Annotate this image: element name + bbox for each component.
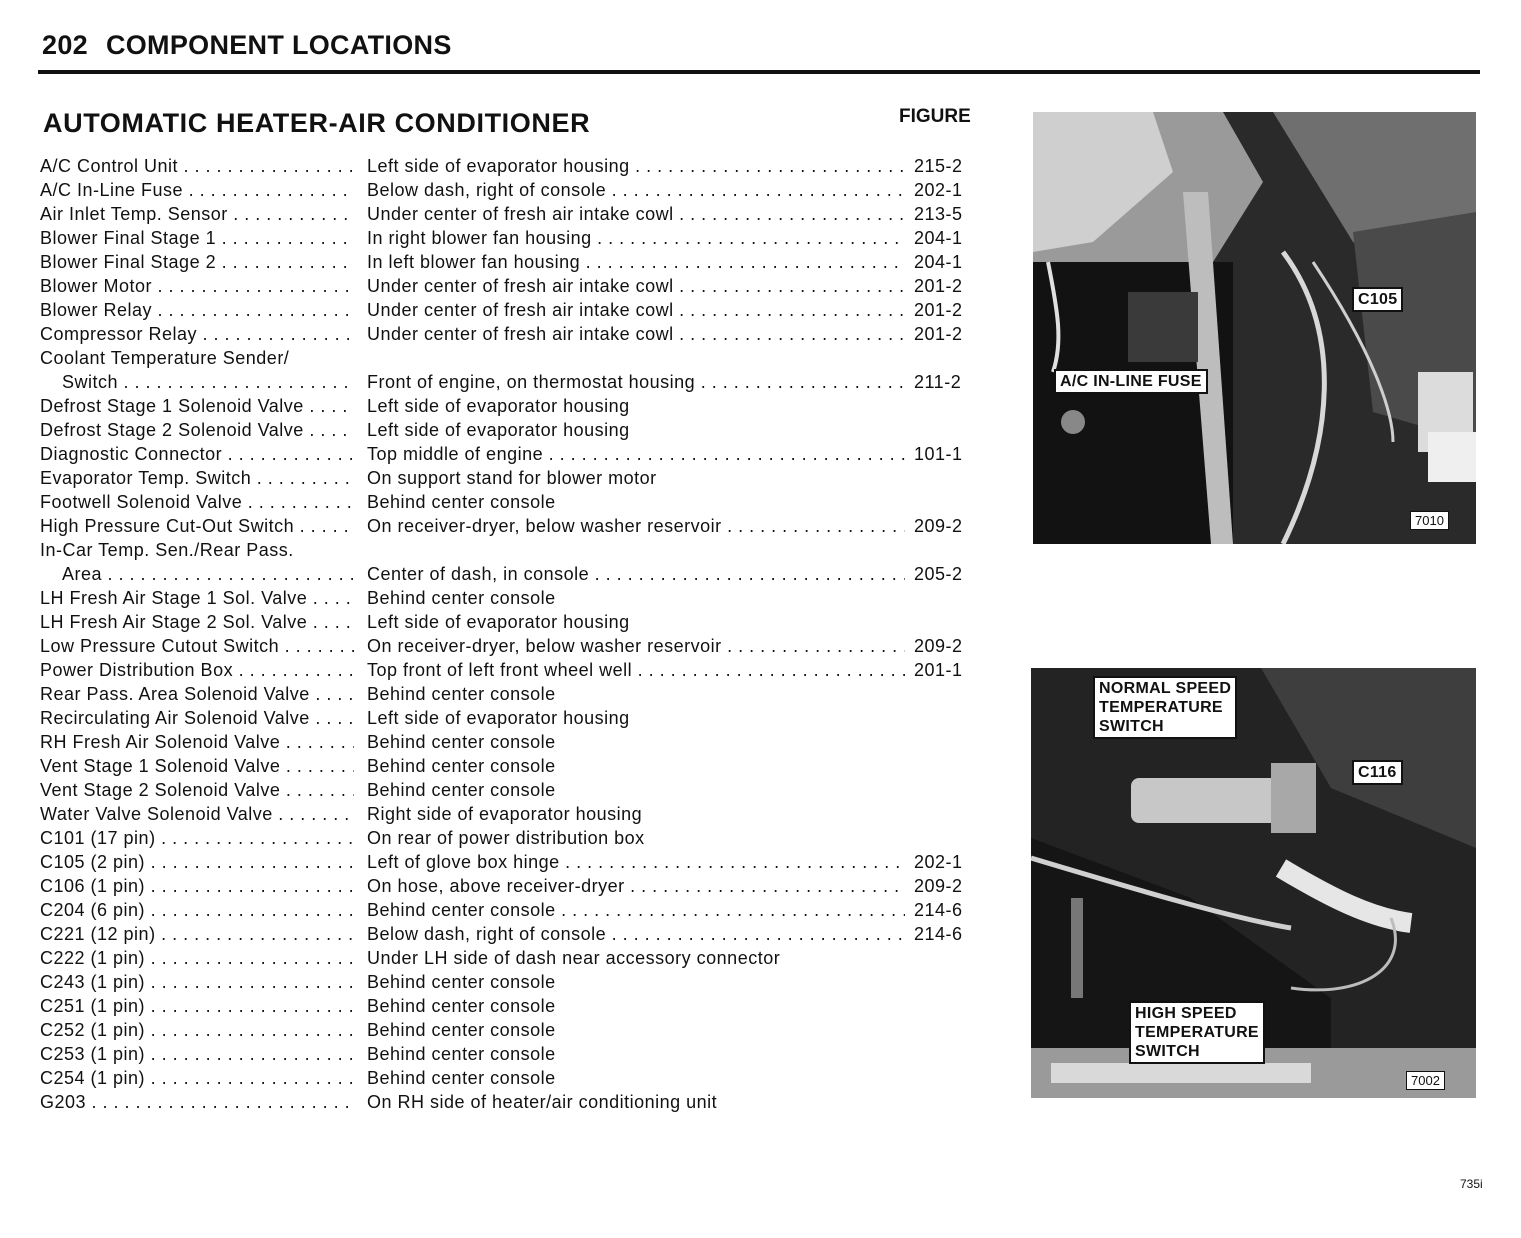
table-row <box>40 562 990 586</box>
component-location: Behind center console <box>367 972 556 992</box>
component-name: Coolant Temperature Sender/ <box>40 348 290 368</box>
figure-reference: 211-2 <box>914 372 962 392</box>
figure-reference: 202-1 <box>914 852 963 872</box>
component-name: Blower Final Stage 2 . . . <box>40 250 354 274</box>
component-location: In right blower fan housing . . . <box>367 226 905 250</box>
figure-reference: 201-2 <box>914 300 963 320</box>
component-name: Vent Stage 1 Solenoid Valve . . . <box>40 754 354 778</box>
component-location: Behind center console <box>367 756 556 776</box>
component-location: On hose, above receiver-dryer . . . <box>367 874 905 898</box>
table-row <box>40 994 990 1018</box>
component-location: Behind center console <box>367 996 556 1016</box>
component-location: Left of glove box hinge . . . <box>367 850 905 874</box>
component-location: Under center of fresh air intake cowl . . . <box>367 274 905 298</box>
component-location: Behind center console <box>367 588 556 608</box>
component-location: Top middle of engine . . . <box>367 442 905 466</box>
label-normal-speed-temperature-switch: NORMAL SPEED TEMPERATURE SWITCH <box>1093 676 1237 739</box>
component-location: Below dash, right of console . . . <box>367 922 905 946</box>
component-name: RH Fresh Air Solenoid Valve . . . <box>40 730 354 754</box>
table-row <box>40 298 990 322</box>
table-row <box>40 1042 990 1066</box>
photo-ac-inline-fuse <box>1033 112 1476 544</box>
table-row <box>40 394 990 418</box>
table-row <box>40 250 990 274</box>
component-name: Blower Relay . . . <box>40 298 354 322</box>
component-name: Compressor Relay . . . <box>40 322 354 346</box>
component-location: Front of engine, on thermostat housing . . . <box>367 370 905 394</box>
table-row <box>40 634 990 658</box>
table-row <box>40 874 990 898</box>
component-location: Behind center console <box>367 1068 556 1088</box>
figure-reference: 209-2 <box>914 516 963 536</box>
table-row <box>40 850 990 874</box>
table-row <box>40 466 990 490</box>
figure-reference: 204-1 <box>914 228 963 248</box>
component-name: Vent Stage 2 Solenoid Valve . . . <box>40 778 354 802</box>
table-row <box>40 826 990 850</box>
table-row <box>40 682 990 706</box>
component-name: C252 (1 pin) . . . <box>40 1018 354 1042</box>
table-row <box>40 778 990 802</box>
component-name: Defrost Stage 2 Solenoid Valve . . . <box>40 418 354 442</box>
component-name: Recirculating Air Solenoid Valve . . . <box>40 706 354 730</box>
component-name: LH Fresh Air Stage 1 Sol. Valve . . . <box>40 586 354 610</box>
component-name: Water Valve Solenoid Valve . . . <box>40 802 354 826</box>
page-header <box>42 30 452 61</box>
table-row <box>40 490 990 514</box>
component-name: Low Pressure Cutout Switch . . . <box>40 634 354 658</box>
component-name: LH Fresh Air Stage 2 Sol. Valve . . . <box>40 610 354 634</box>
header-rule <box>38 70 1480 74</box>
component-location: Behind center console <box>367 732 556 752</box>
component-location: Left side of evaporator housing . . . <box>367 154 905 178</box>
table-row <box>40 658 990 682</box>
photo-ac-inline-fuse-drawing <box>1033 112 1476 544</box>
table-row <box>40 586 990 610</box>
table-row <box>40 1018 990 1042</box>
component-name: C204 (6 pin) . . . <box>40 898 354 922</box>
table-row <box>40 970 990 994</box>
component-name: High Pressure Cut-Out Switch . . . <box>40 514 354 538</box>
table-row <box>40 442 990 466</box>
table-row <box>40 1090 990 1114</box>
table-row <box>40 322 990 346</box>
component-name: C222 (1 pin) . . . <box>40 946 354 970</box>
component-table <box>40 154 990 1114</box>
page-number: 202 <box>42 30 88 60</box>
component-name: C106 (1 pin) . . . <box>40 874 354 898</box>
component-name: Footwell Solenoid Valve . . . <box>40 490 354 514</box>
table-row <box>40 754 990 778</box>
table-row <box>40 178 990 202</box>
component-location: On support stand for blower motor <box>367 468 657 488</box>
component-location: Top front of left front wheel well . . . <box>367 658 905 682</box>
component-location: On rear of power distribution box <box>367 828 645 848</box>
label-c116: C116 <box>1352 760 1403 785</box>
component-location: Behind center console . . . <box>367 898 905 922</box>
model-footer: 735i <box>1460 1177 1483 1191</box>
figure-reference: 209-2 <box>914 876 963 896</box>
component-location: Left side of evaporator housing <box>367 612 630 632</box>
figure-reference: 201-1 <box>914 660 963 680</box>
component-name: Air Inlet Temp. Sensor . . . <box>40 202 354 226</box>
component-location: Under LH side of dash near accessory connector <box>367 948 781 968</box>
figure-reference: 215-2 <box>914 156 963 176</box>
component-name: C105 (2 pin) . . . <box>40 850 354 874</box>
figure-reference: 205-2 <box>914 564 963 584</box>
section-title: AUTOMATIC HEATER-AIR CONDITIONER <box>43 108 591 138</box>
table-row <box>40 1066 990 1090</box>
component-name: A/C Control Unit . . . <box>40 154 354 178</box>
component-location: Under center of fresh air intake cowl . . . <box>367 322 905 346</box>
table-row <box>40 370 990 394</box>
table-row <box>40 346 990 370</box>
component-location: Behind center console <box>367 684 556 704</box>
figure-reference: 201-2 <box>914 276 963 296</box>
component-name: In-Car Temp. Sen./Rear Pass. <box>40 540 294 560</box>
table-row <box>40 706 990 730</box>
component-location: On RH side of heater/air conditioning unit <box>367 1092 718 1112</box>
component-name: Switch . . . <box>62 370 354 394</box>
component-name: C253 (1 pin) . . . <box>40 1042 354 1066</box>
component-name: Diagnostic Connector . . . <box>40 442 354 466</box>
label-ac-inline-fuse: A/C IN-LINE FUSE <box>1054 369 1208 394</box>
label-high-speed-temperature-switch: HIGH SPEED TEMPERATURE SWITCH <box>1129 1001 1265 1064</box>
component-name: G203 . . . <box>40 1090 354 1114</box>
figure-reference: 214-6 <box>914 900 963 920</box>
figure-column-header: FIGURE <box>899 106 971 127</box>
figure-reference: 209-2 <box>914 636 963 656</box>
table-row <box>40 226 990 250</box>
component-location: In left blower fan housing . . . <box>367 250 905 274</box>
component-location: Left side of evaporator housing <box>367 420 630 440</box>
component-location: Behind center console <box>367 1044 556 1064</box>
component-location: Under center of fresh air intake cowl . . . <box>367 202 905 226</box>
component-name: C101 (17 pin) . . . <box>40 826 354 850</box>
table-row <box>40 922 990 946</box>
table-row <box>40 538 990 562</box>
component-name: Evaporator Temp. Switch . . . <box>40 466 354 490</box>
table-row <box>40 274 990 298</box>
component-location: Left side of evaporator housing <box>367 708 630 728</box>
component-location: Behind center console <box>367 1020 556 1040</box>
component-location: Behind center console <box>367 780 556 800</box>
component-location: Under center of fresh air intake cowl . . . <box>367 298 905 322</box>
figure-reference: 213-5 <box>914 204 963 224</box>
component-location: Behind center console <box>367 492 556 512</box>
component-location: Below dash, right of console . . . <box>367 178 905 202</box>
component-name: Blower Final Stage 1 . . . <box>40 226 354 250</box>
component-location: Right side of evaporator housing <box>367 804 643 824</box>
component-name: Rear Pass. Area Solenoid Valve . . . <box>40 682 354 706</box>
photo-temperature-switches <box>1031 668 1476 1098</box>
table-row <box>40 154 990 178</box>
component-name: Defrost Stage 1 Solenoid Valve . . . <box>40 394 354 418</box>
component-location: Center of dash, in console . . . <box>367 562 905 586</box>
label-c105: C105 <box>1352 287 1403 312</box>
component-location: On receiver-dryer, below washer reservoir . . . <box>367 634 905 658</box>
component-location: On receiver-dryer, below washer reservoir . . . <box>367 514 905 538</box>
figure-reference: 204-1 <box>914 252 963 272</box>
component-name: C254 (1 pin) . . . <box>40 1066 354 1090</box>
table-row <box>40 202 990 226</box>
table-row <box>40 802 990 826</box>
component-name: C221 (12 pin) . . . <box>40 922 354 946</box>
table-row <box>40 514 990 538</box>
figure-reference: 101-1 <box>914 444 963 464</box>
component-name: Blower Motor . . . <box>40 274 354 298</box>
table-row <box>40 898 990 922</box>
figure-reference: 201-2 <box>914 324 963 344</box>
figure-number-7010: 7010 <box>1410 511 1449 530</box>
table-row <box>40 946 990 970</box>
figure-number-7002: 7002 <box>1406 1071 1445 1090</box>
component-name: A/C In-Line Fuse . . . <box>40 178 354 202</box>
component-name: Power Distribution Box . . . <box>40 658 354 682</box>
component-name: Area . . . <box>62 562 354 586</box>
table-row <box>40 730 990 754</box>
figure-reference: 202-1 <box>914 180 963 200</box>
component-name: C251 (1 pin) . . . <box>40 994 354 1018</box>
component-name: C243 (1 pin) . . . <box>40 970 354 994</box>
component-location: Left side of evaporator housing <box>367 396 630 416</box>
figure-reference: 214-6 <box>914 924 963 944</box>
page-title: COMPONENT LOCATIONS <box>105 30 452 60</box>
table-row <box>40 610 990 634</box>
table-row <box>40 418 990 442</box>
